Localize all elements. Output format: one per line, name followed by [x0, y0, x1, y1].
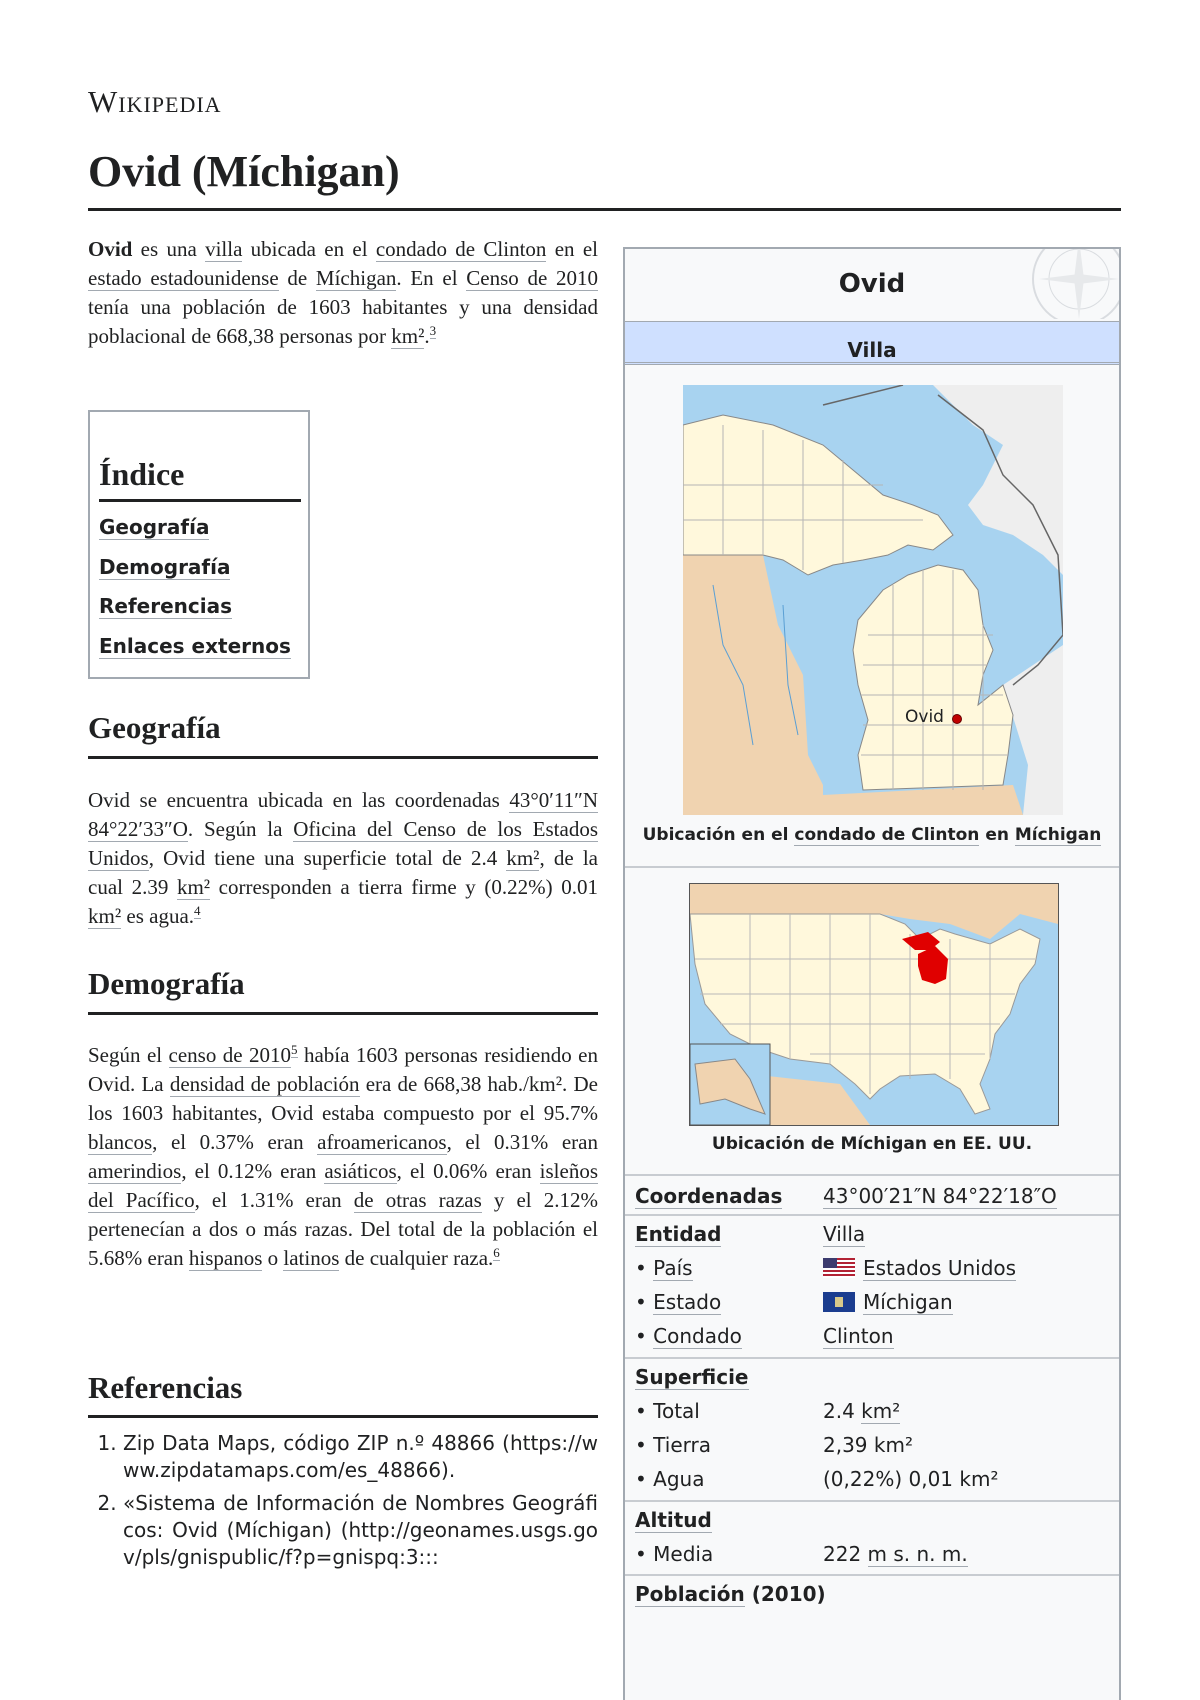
value-estado[interactable]: Míchigan	[863, 1290, 953, 1314]
link-km2[interactable]: km²	[506, 846, 540, 870]
text: , el 0.37% eran	[152, 1130, 318, 1154]
geografia-paragraph	[88, 786, 598, 931]
infobox-divider	[625, 1214, 1119, 1216]
references-list	[88, 1430, 598, 1577]
text: había 1603 personas residiendo en Ovid. La	[88, 1043, 598, 1096]
us-flag-icon	[823, 1258, 855, 1278]
text: de cualquier raza.	[339, 1246, 494, 1270]
link-densidad[interactable]: densidad de población	[169, 1072, 360, 1096]
heading-geografia: Geografía	[88, 710, 221, 745]
text: es una	[132, 237, 206, 261]
link-km2[interactable]: km²	[88, 904, 122, 928]
infobox-divider	[625, 1357, 1119, 1359]
link-latinos[interactable]: latinos	[283, 1246, 340, 1270]
heading-divider	[88, 1415, 598, 1418]
usa-locator-map[interactable]	[689, 883, 1059, 1126]
row-estado	[625, 1286, 1119, 1320]
bullet: •	[635, 1290, 647, 1314]
label-condado[interactable]: Condado	[653, 1324, 742, 1348]
link-hispanos[interactable]: hispanos	[188, 1246, 263, 1270]
table-of-contents	[88, 410, 310, 679]
infobox-divider	[625, 1500, 1119, 1502]
text: de	[278, 266, 316, 290]
link-condado[interactable]: condado de Clinton	[375, 237, 547, 261]
link-censo-2010[interactable]: censo de 2010	[168, 1043, 292, 1067]
text: tenía una población de 1603 habitantes y una densidad poblacional de 668,38 personas por	[88, 295, 598, 348]
label-altitud[interactable]: Altitud	[635, 1508, 712, 1532]
value-entidad[interactable]: Villa	[823, 1222, 866, 1246]
ref-4[interactable]: 4	[194, 903, 201, 918]
label-estado[interactable]: Estado	[653, 1290, 722, 1314]
heading-divider	[88, 1012, 598, 1015]
infobox-divider	[625, 866, 1119, 868]
value-tierra: 2,39 km²	[823, 1433, 913, 1457]
michigan-map-graphic	[683, 385, 1063, 815]
text: , de la cual 2.39	[88, 846, 598, 899]
text: en	[979, 825, 1015, 845]
label-poblacion[interactable]: Población	[635, 1582, 745, 1606]
toc-divider	[99, 499, 301, 502]
infobox	[623, 247, 1121, 1700]
label-pais[interactable]: País	[653, 1256, 693, 1280]
link-blancos[interactable]: blancos	[88, 1130, 153, 1154]
bullet: •	[635, 1256, 647, 1280]
row-poblacion	[625, 1578, 1119, 1612]
infobox-type-link[interactable]: Villa	[625, 338, 1119, 363]
text: , el 0.31% eran	[446, 1130, 598, 1154]
row-altitud	[625, 1504, 1119, 1538]
demografia-paragraph	[88, 1041, 598, 1273]
label-tierra: Tierra	[653, 1433, 711, 1457]
text: , el 0.12% eran	[181, 1159, 325, 1183]
link-censo[interactable]: Censo de 2010	[466, 266, 599, 290]
row-coordenadas	[625, 1180, 1119, 1214]
text: ubicada en el	[242, 237, 376, 261]
row-pais	[625, 1252, 1119, 1286]
value-pais[interactable]: Estados Unidos	[863, 1256, 1017, 1280]
label-total: Total	[653, 1399, 700, 1423]
link-km2[interactable]: km²	[391, 324, 425, 348]
text: corresponden a tierra firme y (0.22%) 0.01	[210, 875, 598, 899]
text: .	[424, 324, 430, 348]
text: y el 2.12% pertenecían a dos o más razas. Del total de la población el 5.68% eran	[88, 1188, 598, 1270]
label-superficie[interactable]: Superficie	[635, 1365, 749, 1389]
infobox-title: Ovid	[838, 269, 906, 299]
value-media: 222	[823, 1542, 868, 1566]
link-michigan[interactable]: Míchigan	[315, 266, 397, 290]
row-superficie	[625, 1361, 1119, 1395]
row-entidad	[625, 1218, 1119, 1252]
bullet: •	[635, 1324, 647, 1348]
reference-item[interactable]: 2. «Sistema de Información de Nombres Geográficos: Ovid (Míchigan) (http://geonames.usgs.gov/pls/gnispublic/f?p=gnispq:3:::	[123, 1490, 598, 1571]
wikipedia-wordmark: Wikipedia	[88, 84, 222, 119]
link-km2[interactable]: km²	[176, 875, 211, 899]
michigan-map-caption	[625, 825, 1119, 845]
text: , Ovid tiene una superficie total de 2.4	[148, 846, 507, 870]
toc-item-geografia[interactable]: Geografía	[99, 515, 210, 539]
link-km2[interactable]: km²	[861, 1399, 901, 1423]
ref-3[interactable]: 3	[429, 323, 437, 338]
heading-divider	[88, 756, 598, 759]
bullet: •	[635, 1433, 647, 1457]
text: o	[262, 1246, 284, 1270]
title-divider	[88, 208, 1121, 211]
link-coordinates[interactable]: 43°0′11″N 84°22′33″O	[88, 788, 598, 841]
michigan-flag-icon	[823, 1292, 855, 1312]
link-condado-clinton[interactable]: condado de Clinton	[794, 825, 980, 845]
text: Según el	[88, 1043, 169, 1067]
link-villa[interactable]: villa	[205, 237, 243, 261]
link-michigan[interactable]: Míchigan	[1014, 825, 1102, 845]
link-amerindios[interactable]: amerindios	[88, 1159, 182, 1183]
label-coordenadas[interactable]: Coordenadas	[635, 1184, 783, 1208]
ref-5[interactable]: 5	[291, 1042, 298, 1057]
text: Ovid se encuentra ubicada en las coordenadas	[88, 788, 510, 812]
row-agua	[625, 1463, 1119, 1497]
bullet: •	[635, 1467, 647, 1491]
row-tierra	[625, 1429, 1119, 1463]
page-title: Ovid (Míchigan)	[88, 147, 400, 196]
infobox-divider	[625, 1574, 1119, 1576]
label-entidad[interactable]: Entidad	[635, 1222, 722, 1246]
usa-map-caption: Ubicación de Míchigan en EE. UU.	[711, 1134, 1033, 1154]
infobox-type-band	[625, 321, 1119, 365]
ref-6[interactable]: 6	[493, 1245, 500, 1260]
text: . En el	[396, 266, 467, 290]
map-place-label: Ovid	[905, 707, 944, 727]
text: , el 0.06% eran	[396, 1159, 540, 1183]
intro-bold-name: Ovid	[88, 237, 133, 261]
intro-paragraph	[88, 235, 598, 351]
infobox-header	[625, 249, 1119, 319]
row-media	[625, 1538, 1119, 1572]
link-afroamericanos[interactable]: afroamericanos	[317, 1130, 447, 1154]
bullet: •	[635, 1399, 647, 1423]
link-asiaticos[interactable]: asiáticos	[324, 1159, 397, 1183]
text: es agua.	[121, 904, 195, 928]
value-agua: (0,22%) 0,01 km²	[823, 1467, 999, 1491]
link-islenos[interactable]: isleños del Pacífico	[88, 1159, 598, 1212]
michigan-locator-map[interactable]	[683, 385, 1063, 815]
link-estado[interactable]: estado estadounidense	[88, 266, 279, 290]
reference-item[interactable]: 1. Zip Data Maps, código ZIP n.º 48866 (https://www.zipdatamaps.com/es_48866).	[123, 1430, 598, 1484]
label-poblacion-year: (2010)	[751, 1582, 826, 1606]
toc-title: Índice	[99, 456, 185, 492]
label-media: Media	[653, 1542, 714, 1566]
label-agua: Agua	[653, 1467, 705, 1491]
row-condado	[625, 1320, 1119, 1354]
bullet: •	[635, 1542, 647, 1566]
link-oficina-censo[interactable]: Oficina del Censo de los Estados Unidos	[88, 817, 599, 870]
link-otras-razas[interactable]: de otras razas	[353, 1188, 482, 1212]
location-dot	[952, 714, 962, 724]
value-condado[interactable]: Clinton	[823, 1324, 894, 1348]
toc-item-enlaces-externos[interactable]: Enlaces externos	[99, 634, 291, 658]
value-coordenadas[interactable]: 43°00′21″N 84°22′18″O	[823, 1184, 1057, 1208]
link-msnm[interactable]: m s. n. m.	[867, 1542, 968, 1566]
text: . Según la	[187, 817, 294, 841]
heading-demografia: Demografía	[88, 966, 245, 1001]
text: , el 1.31% eran	[194, 1188, 354, 1212]
value-total: 2.4	[823, 1399, 862, 1423]
text: Ubicación en el	[642, 825, 795, 845]
infobox-divider	[625, 1174, 1119, 1176]
row-total	[625, 1395, 1119, 1429]
text: en el	[546, 237, 598, 261]
usa-map-graphic	[690, 884, 1058, 1125]
heading-referencias: Referencias	[88, 1370, 243, 1405]
toc-item-referencias[interactable]: Referencias	[99, 594, 233, 618]
text: era de 668,38 hab./km². De los 1603 habitantes, Ovid estaba compuesto por el 95.7%	[88, 1072, 598, 1125]
toc-item-demografia[interactable]: Demografía	[99, 555, 231, 579]
